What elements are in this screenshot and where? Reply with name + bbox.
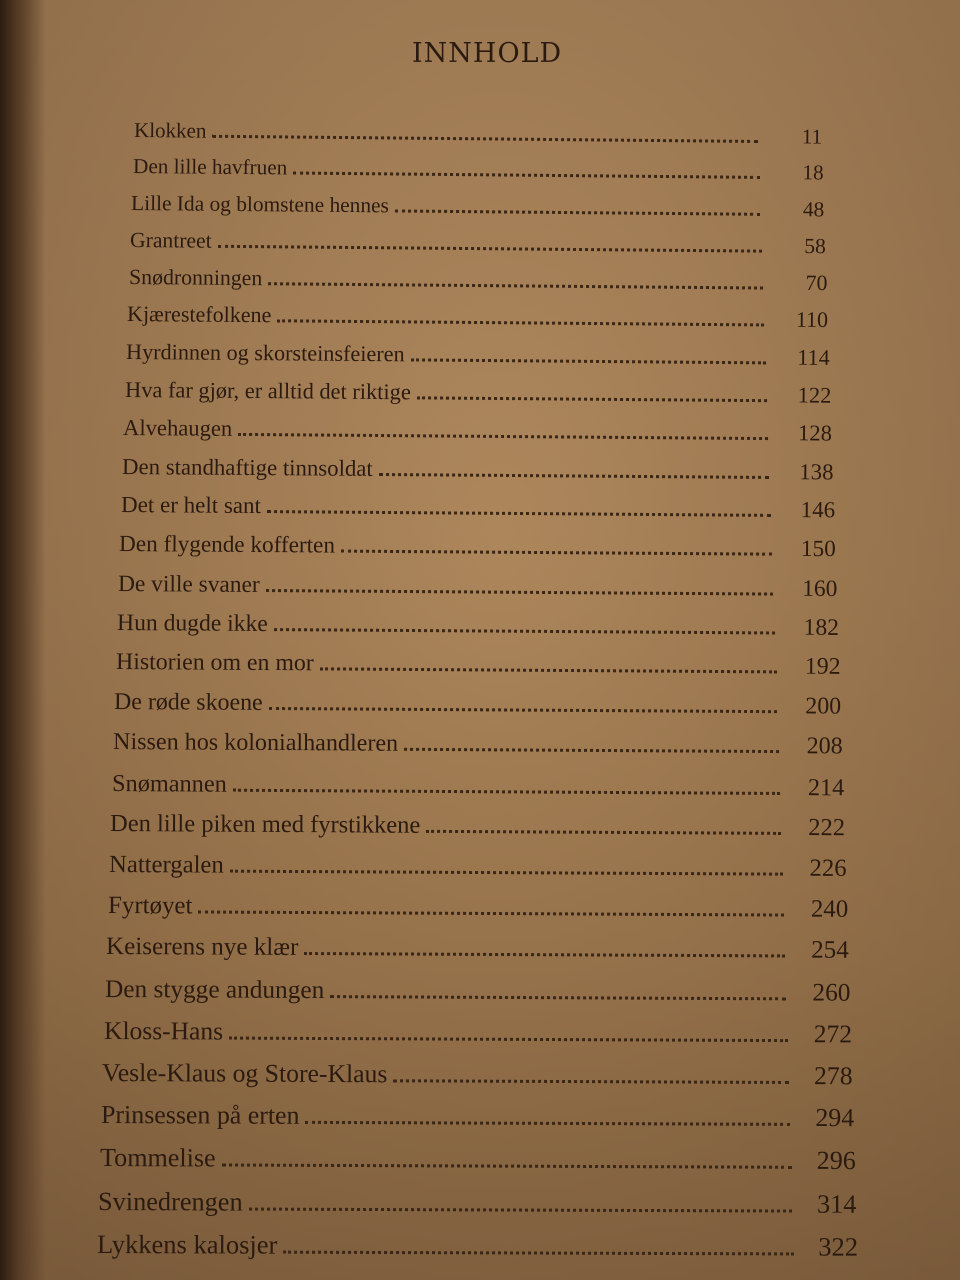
toc-entry-title: Kjærestefolkene xyxy=(127,301,272,328)
toc-entry xyxy=(116,641,841,681)
toc-entry xyxy=(121,485,835,523)
toc-entry-page-number: 222 xyxy=(808,813,846,842)
toc-entry-page-number: 254 xyxy=(811,937,850,965)
toc-entry xyxy=(119,524,836,563)
toc-entry-title: Lille Ida og blomstene hennes xyxy=(131,190,390,218)
toc-entry xyxy=(110,802,845,842)
toc-entry-title: Vesle-Klaus og Store-Klaus xyxy=(102,1057,388,1089)
toc-dot-leader xyxy=(404,723,779,754)
toc-dot-leader xyxy=(274,603,775,634)
toc-entry-title: Nattergalen xyxy=(108,850,224,879)
toc-dot-leader xyxy=(411,335,766,364)
toc-entry-page-number: 192 xyxy=(804,654,841,681)
toc-dot-leader xyxy=(239,409,769,440)
toc-dot-leader xyxy=(278,297,765,327)
toc-entry xyxy=(100,1136,856,1176)
toc-entry-title: Svinedrengen xyxy=(98,1186,244,1216)
toc-entry xyxy=(118,563,838,603)
toc-entry-title: Tommelise xyxy=(99,1143,216,1173)
toc-dot-leader xyxy=(232,762,780,794)
toc-dot-leader xyxy=(341,525,772,555)
toc-dot-leader xyxy=(417,373,768,402)
toc-entry-page-number: 260 xyxy=(812,977,851,1007)
toc-entry-page-number: 18 xyxy=(802,160,824,185)
toc-entry-title: Den flygende kofferten xyxy=(119,531,336,559)
toc-entry-title: De ville svaner xyxy=(118,570,260,598)
toc-entry xyxy=(122,447,834,485)
toc-entry-title: Det er helt sant xyxy=(120,492,261,519)
toc-entry xyxy=(117,602,839,642)
toc-dot-leader xyxy=(198,884,784,916)
toc-dot-leader xyxy=(249,1179,793,1212)
toc-dot-leader xyxy=(293,150,760,180)
page-title: INNHOLD xyxy=(412,38,563,69)
toc-entry-title: Lykkens kalosjer xyxy=(97,1228,278,1260)
toc-entry xyxy=(131,185,824,223)
toc-entry-page-number: 70 xyxy=(805,270,828,296)
toc-entry-page-number: 160 xyxy=(802,575,838,602)
toc-entry-page-number: 226 xyxy=(809,854,847,882)
toc-entry xyxy=(127,295,828,333)
toc-entry xyxy=(129,258,828,296)
toc-entry xyxy=(106,925,849,965)
toc-entry xyxy=(109,843,847,883)
toc-dot-leader xyxy=(267,486,771,517)
toc-entry xyxy=(130,221,826,259)
toc-entry-title: Hyrdinnen og skorsteinsfeieren xyxy=(126,338,405,367)
toc-entry-title: Snødronningen xyxy=(128,264,263,291)
toc-entry-title: De røde skoene xyxy=(114,689,263,717)
toc-dot-leader xyxy=(269,682,778,713)
toc-entry-title: Klokken xyxy=(134,118,207,143)
toc-entry-title: Hva far gjør, er alltid det riktige xyxy=(124,376,411,405)
toc-dot-leader xyxy=(229,1009,788,1041)
toc-entry-page-number: 146 xyxy=(800,497,836,523)
toc-entry-page-number: 272 xyxy=(813,1018,852,1048)
toc-entry-page-number: 138 xyxy=(799,458,834,484)
toc-entry-page-number: 294 xyxy=(815,1103,855,1133)
toc-entry xyxy=(134,112,822,150)
toc-entry-page-number: 128 xyxy=(798,420,833,446)
toc-dot-leader xyxy=(268,259,763,289)
toc-entry xyxy=(126,333,830,371)
toc-entry-title: Snømannen xyxy=(111,769,227,797)
toc-entry-page-number: 110 xyxy=(796,307,829,333)
toc-entry xyxy=(125,370,831,408)
toc-entry xyxy=(97,1222,858,1262)
toc-entry-title: Prinsessen på erten xyxy=(100,1100,300,1131)
toc-entry xyxy=(101,1093,854,1133)
toc-dot-leader xyxy=(218,222,762,253)
toc-entry xyxy=(113,721,843,761)
toc-entry-page-number: 58 xyxy=(804,233,827,259)
toc-entry-page-number: 296 xyxy=(816,1146,856,1176)
toc-entry xyxy=(133,148,824,186)
toc-entry-title: Den lille havfruen xyxy=(132,154,288,180)
toc-dot-leader xyxy=(221,1136,791,1169)
toc-entry-page-number: 200 xyxy=(805,693,842,720)
toc-entry-page-number: 240 xyxy=(810,895,848,924)
toc-entry-title: Kloss-Hans xyxy=(103,1015,223,1046)
toc-entry-page-number: 114 xyxy=(797,344,830,370)
toc-entry xyxy=(105,967,851,1007)
toc-entry xyxy=(112,762,845,802)
toc-entry-page-number: 182 xyxy=(803,614,839,641)
toc-dot-leader xyxy=(305,1094,790,1126)
toc-entry-page-number: 122 xyxy=(797,382,832,408)
toc-dot-leader xyxy=(230,844,783,876)
toc-dot-leader xyxy=(319,643,776,674)
toc-entry xyxy=(123,408,832,446)
toc-entry-title: Alvehaugen xyxy=(123,415,233,441)
toc-entry-page-number: 314 xyxy=(817,1189,857,1219)
toc-dot-leader xyxy=(394,1052,789,1084)
toc-entry-page-number: 11 xyxy=(801,124,823,149)
toc-entry-title: Fyrtøyet xyxy=(107,892,193,920)
toc-entry xyxy=(102,1051,853,1091)
toc-dot-leader xyxy=(395,187,761,216)
toc-entry-page-number: 208 xyxy=(806,733,843,761)
toc-dot-leader xyxy=(305,926,786,958)
toc-dot-leader xyxy=(426,804,781,835)
toc-entry-page-number: 48 xyxy=(803,197,825,222)
toc-entry-title: Nissen hos kolonialhandleren xyxy=(112,729,399,758)
toc-dot-leader xyxy=(266,564,774,595)
toc-dot-leader xyxy=(212,113,758,143)
toc-entry xyxy=(108,884,848,924)
toc-entry xyxy=(104,1009,852,1049)
toc-dot-leader xyxy=(330,968,786,1000)
toc-entry-title: Den standhaftige tinnsoldat xyxy=(122,453,374,481)
toc-entry-page-number: 214 xyxy=(807,773,844,801)
toc-entry-title: Hun dugde ikke xyxy=(116,609,268,637)
toc-entry-page-number: 278 xyxy=(814,1060,853,1091)
toc-entry-title: Den lille piken med fyrstikkene xyxy=(110,809,421,839)
toc-entry-page-number: 322 xyxy=(818,1231,859,1262)
toc-entry-title: Den stygge andungen xyxy=(104,974,325,1004)
toc-dot-leader xyxy=(283,1223,794,1256)
toc-entry xyxy=(98,1179,857,1219)
toc-entry xyxy=(114,681,841,721)
toc-entry-title: Historien om en mor xyxy=(115,649,314,677)
toc-dot-leader xyxy=(379,448,770,478)
toc-entry-title: Grantreet xyxy=(130,227,212,253)
toc-entry-page-number: 150 xyxy=(801,535,837,563)
toc-entry-title: Keiserens nye klær xyxy=(106,933,299,962)
